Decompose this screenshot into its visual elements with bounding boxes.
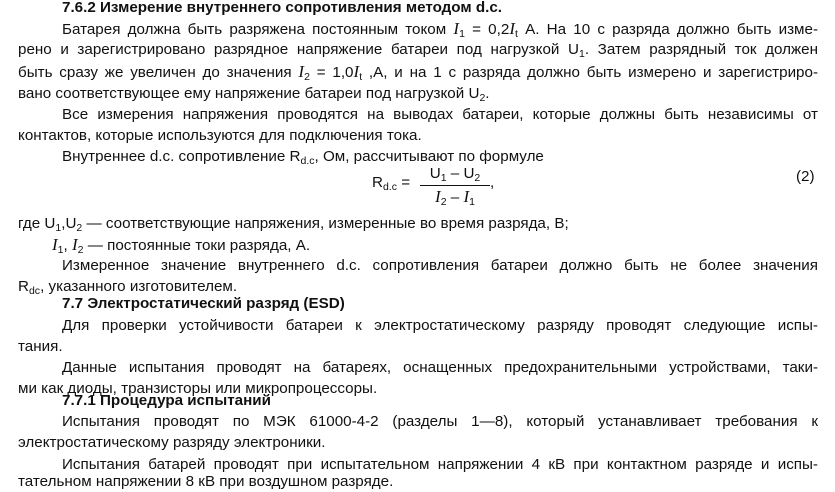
minus-sign: – [446, 189, 464, 206]
symbol-I: I [71, 235, 78, 254]
text: . [485, 85, 490, 102]
text: — постоянные токи разряда, А. [83, 237, 311, 254]
paragraph-line: Данные испытания проводят на батареях, оснащенных предохранительными устройствами, таки- [62, 359, 818, 376]
text: А. На 10 с разряда должно быть изме- [517, 21, 818, 38]
paragraph-line [18, 61, 818, 82]
symbol-I: I [52, 235, 58, 254]
subscript: 2 [77, 244, 84, 255]
text: — соответствующие напряжения, измеренные во время разряда, В; [82, 215, 569, 232]
text: = 0,2 [464, 21, 510, 38]
subscript: 1 [57, 244, 64, 255]
section-heading-7-7-1: 7.7.1 Процедура испытаний [62, 392, 271, 409]
subscript: 1 [578, 48, 585, 60]
symbol-U: U [568, 41, 579, 58]
subscript: 2 [474, 172, 481, 184]
paragraph-line: электростатическому разряду электроники. [18, 434, 326, 451]
numerator [420, 164, 490, 184]
symbol-U: U [65, 215, 77, 232]
equals-sign: = [396, 174, 411, 191]
text: , указанного изготовителем. [40, 278, 238, 295]
paragraph-line: Измеренное значение внутреннего d.c. сопротивления батареи должно быть не более значения [62, 257, 818, 274]
paragraph-line: тания. [18, 338, 63, 355]
formula-2 [372, 164, 495, 208]
text: , [61, 215, 66, 232]
symbol-R: R [18, 278, 29, 295]
denominator [420, 187, 490, 207]
formula-lhs [372, 174, 410, 191]
subscript: t [359, 71, 363, 82]
text: где [18, 215, 45, 232]
subscript: 2 [479, 92, 486, 104]
minus-sign: – [446, 165, 464, 182]
paragraph-line: Все измерения напряжения проводятся на выводах батареи, которые должны быть независимы от [62, 106, 818, 123]
symbol-I: I [453, 19, 460, 38]
subscript: 1 [55, 222, 62, 234]
where-line [52, 234, 835, 255]
subscript: dc [28, 285, 41, 297]
where-line [18, 213, 818, 234]
subscript: 2 [304, 71, 310, 82]
paragraph-line: Для проверки устойчивости батареи к электростатическому разряду проводят следующие испы- [62, 317, 818, 334]
symbol-I: I [435, 187, 441, 206]
text: . Затем разрядный ток должен [584, 41, 818, 58]
subscript: d.c [300, 155, 315, 167]
paragraph-line [62, 18, 818, 39]
subscript: 2 [76, 222, 83, 234]
text: , [63, 237, 72, 254]
text: вано соответствующее ему напряжение батареи под нагрузкой [18, 85, 469, 102]
symbol-U: U [463, 165, 475, 182]
paragraph-line: тательном напряжении 8 кВ при воздушном разряде. [18, 473, 394, 490]
paragraph-line [18, 83, 818, 104]
paragraph-line: ми как диоды, транзисторы или микропроцессоры. [18, 380, 378, 397]
symbol-R: R [289, 148, 301, 165]
subscript: t [514, 28, 518, 39]
paragraph-line [18, 39, 818, 60]
fraction [420, 164, 490, 207]
paragraph-line: контактов, которые используются для подключения тока. [18, 127, 422, 144]
text: = 1,0 [309, 64, 354, 81]
fraction-bar [420, 185, 490, 186]
subscript: 1 [440, 172, 447, 184]
section-heading-7-7: 7.7 Электростатический разряд (ESD) [62, 295, 345, 312]
subscript: 1 [469, 196, 475, 208]
text: ,А, и на 1 с разряда должно быть измерено и зарегистриро- [362, 64, 818, 81]
symbol-I: I [509, 19, 515, 38]
text: быть сразу же увеличен до значения [18, 64, 299, 81]
text: Батарея должна быть разряжена постоянным током [62, 21, 454, 38]
subscript: 2 [440, 196, 447, 208]
symbol-R: R [372, 174, 383, 191]
symbol-I: I [298, 62, 305, 81]
symbol-I: I [463, 187, 470, 206]
formula-comma: , [490, 174, 495, 191]
subscript: d.c [382, 181, 397, 193]
symbol-U: U [429, 165, 441, 182]
subscript: 1 [459, 28, 465, 39]
section-heading-7-6-2: 7.6.2 Измерение внутреннего сопротивления методом d.c. [62, 0, 502, 16]
symbol-U: U [44, 215, 56, 232]
text: Внутреннее d.c. сопротивление [62, 148, 290, 165]
symbol-U: U [468, 85, 480, 102]
text: рено и зарегистрировано разрядное напряжение батареи под нагрузкой [18, 41, 569, 58]
paragraph-line: Испытания проводят по МЭК 61000-4-2 (разделы 1—8), который устанавливает требования к [62, 413, 818, 430]
symbol-I: I [353, 62, 360, 81]
equation-number: (2) [796, 168, 815, 185]
text: , Ом, рассчитывают по формуле [314, 148, 544, 165]
paragraph-line: Испытания батарей проводят при испытательном напряжении 4 кВ при контактном разряде и испы- [62, 456, 818, 473]
